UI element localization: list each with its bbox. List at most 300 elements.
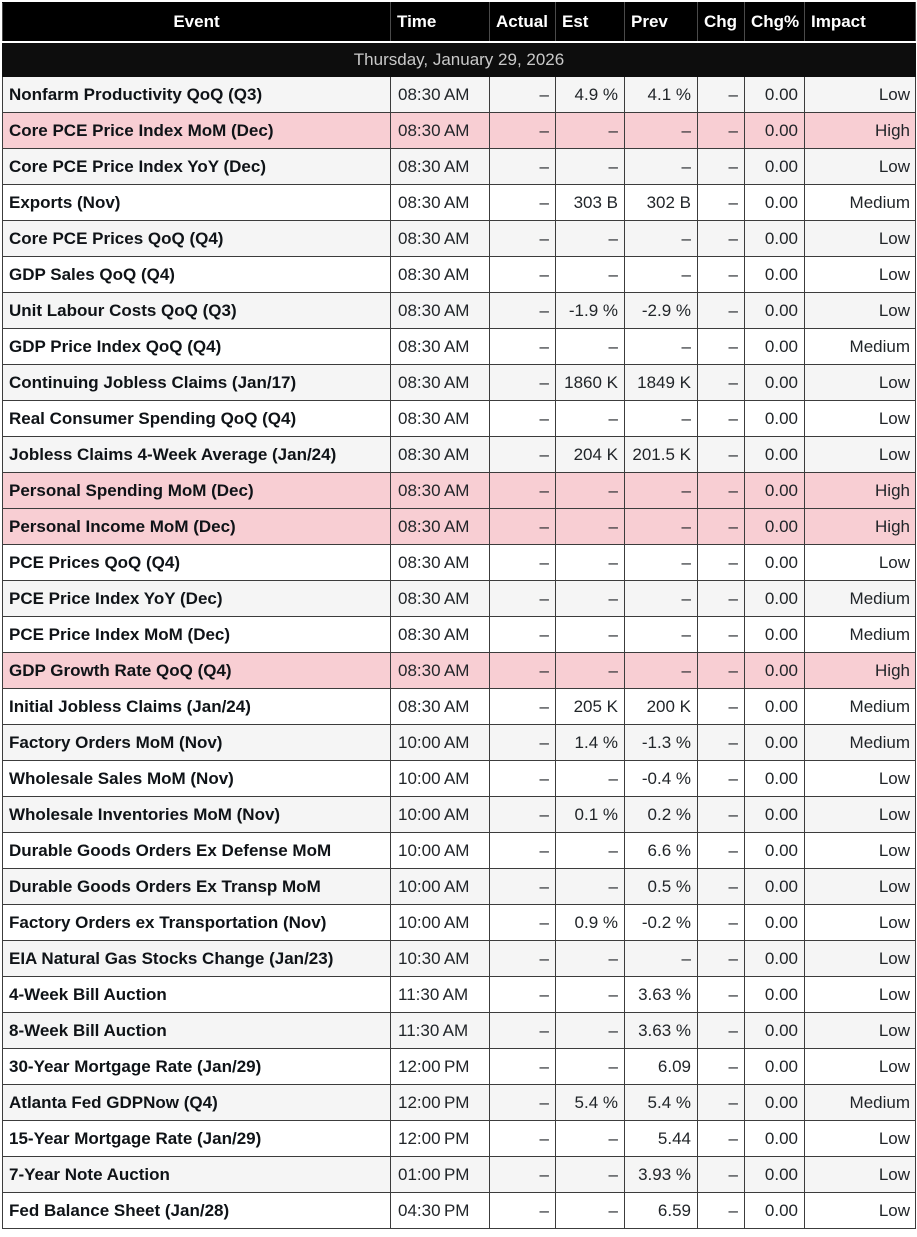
chgpct-cell: 0.00 bbox=[745, 77, 805, 113]
chg-cell: – bbox=[698, 617, 745, 653]
table-row[interactable] bbox=[3, 77, 916, 113]
event-cell: PCE Prices QoQ (Q4) bbox=[3, 545, 391, 581]
event-cell: 30-Year Mortgage Rate (Jan/29) bbox=[3, 1049, 391, 1085]
actual-cell: – bbox=[490, 365, 556, 401]
time-cell: 08:30 AM bbox=[391, 293, 490, 329]
chg-cell: – bbox=[698, 833, 745, 869]
prev-cell: – bbox=[625, 221, 698, 257]
event-cell: GDP Price Index QoQ (Q4) bbox=[3, 329, 391, 365]
event-cell: GDP Growth Rate QoQ (Q4) bbox=[3, 653, 391, 689]
est-cell: – bbox=[556, 329, 625, 365]
chg-cell: – bbox=[698, 257, 745, 293]
event-cell: Wholesale Sales MoM (Nov) bbox=[3, 761, 391, 797]
time-cell: 10:00 AM bbox=[391, 797, 490, 833]
chg-cell: – bbox=[698, 1013, 745, 1049]
prev-cell: – bbox=[625, 941, 698, 977]
prev-cell: -0.4 % bbox=[625, 761, 698, 797]
chg-cell: – bbox=[698, 293, 745, 329]
actual-cell: – bbox=[490, 149, 556, 185]
prev-cell: 5.44 bbox=[625, 1121, 698, 1157]
table-row[interactable] bbox=[3, 977, 916, 1013]
chg-cell: – bbox=[698, 545, 745, 581]
column-header-chgpct: Chg% bbox=[745, 3, 805, 43]
impact-cell: Low bbox=[805, 797, 916, 833]
chg-cell: – bbox=[698, 689, 745, 725]
impact-cell: Low bbox=[805, 761, 916, 797]
prev-cell: -2.9 % bbox=[625, 293, 698, 329]
chg-cell: – bbox=[698, 869, 745, 905]
impact-cell: Low bbox=[805, 365, 916, 401]
actual-cell: – bbox=[490, 761, 556, 797]
chg-cell: – bbox=[698, 149, 745, 185]
actual-cell: – bbox=[490, 545, 556, 581]
impact-cell: Low bbox=[805, 905, 916, 941]
prev-cell: – bbox=[625, 329, 698, 365]
est-cell: 5.4 % bbox=[556, 1085, 625, 1121]
impact-cell: Low bbox=[805, 221, 916, 257]
event-cell: PCE Price Index MoM (Dec) bbox=[3, 617, 391, 653]
column-header-event: Event bbox=[3, 3, 391, 43]
event-cell: Fed Balance Sheet (Jan/28) bbox=[3, 1193, 391, 1229]
time-cell: 10:00 AM bbox=[391, 905, 490, 941]
chg-cell: – bbox=[698, 401, 745, 437]
time-cell: 08:30 AM bbox=[391, 77, 490, 113]
event-cell: Core PCE Price Index MoM (Dec) bbox=[3, 113, 391, 149]
time-cell: 08:30 AM bbox=[391, 437, 490, 473]
time-cell: 08:30 AM bbox=[391, 545, 490, 581]
est-cell: – bbox=[556, 257, 625, 293]
actual-cell: – bbox=[490, 1013, 556, 1049]
chgpct-cell: 0.00 bbox=[745, 941, 805, 977]
impact-cell: High bbox=[805, 113, 916, 149]
est-cell: – bbox=[556, 221, 625, 257]
column-header-impact: Impact bbox=[805, 3, 916, 43]
chgpct-cell: 0.00 bbox=[745, 617, 805, 653]
est-cell: – bbox=[556, 473, 625, 509]
chgpct-cell: 0.00 bbox=[745, 1085, 805, 1121]
est-cell: – bbox=[556, 1049, 625, 1085]
time-cell: 04:30 PM bbox=[391, 1193, 490, 1229]
impact-cell: Low bbox=[805, 545, 916, 581]
date-header: Thursday, January 29, 2026 bbox=[3, 42, 916, 77]
prev-cell: 3.63 % bbox=[625, 977, 698, 1013]
impact-cell: Medium bbox=[805, 1085, 916, 1121]
chg-cell: – bbox=[698, 1085, 745, 1121]
time-cell: 01:00 PM bbox=[391, 1157, 490, 1193]
event-cell: Core PCE Price Index YoY (Dec) bbox=[3, 149, 391, 185]
table-row[interactable] bbox=[3, 509, 916, 545]
impact-cell: High bbox=[805, 653, 916, 689]
economic-calendar-table bbox=[2, 2, 916, 1229]
est-cell: 0.9 % bbox=[556, 905, 625, 941]
event-cell: Core PCE Prices QoQ (Q4) bbox=[3, 221, 391, 257]
impact-cell: Low bbox=[805, 293, 916, 329]
actual-cell: – bbox=[490, 905, 556, 941]
table-row[interactable] bbox=[3, 1049, 916, 1085]
prev-cell: – bbox=[625, 257, 698, 293]
prev-cell: – bbox=[625, 545, 698, 581]
table-row[interactable] bbox=[3, 1013, 916, 1049]
event-cell: Personal Income MoM (Dec) bbox=[3, 509, 391, 545]
impact-cell: Low bbox=[805, 1121, 916, 1157]
est-cell: – bbox=[556, 833, 625, 869]
chg-cell: – bbox=[698, 77, 745, 113]
table-row[interactable] bbox=[3, 437, 916, 473]
time-cell: 08:30 AM bbox=[391, 365, 490, 401]
chgpct-cell: 0.00 bbox=[745, 545, 805, 581]
chg-cell: – bbox=[698, 653, 745, 689]
est-cell: 1.4 % bbox=[556, 725, 625, 761]
chgpct-cell: 0.00 bbox=[745, 1049, 805, 1085]
actual-cell: – bbox=[490, 797, 556, 833]
est-cell: – bbox=[556, 149, 625, 185]
chgpct-cell: 0.00 bbox=[745, 905, 805, 941]
table-row[interactable] bbox=[3, 653, 916, 689]
actual-cell: – bbox=[490, 617, 556, 653]
actual-cell: – bbox=[490, 509, 556, 545]
est-cell: -1.9 % bbox=[556, 293, 625, 329]
chg-cell: – bbox=[698, 509, 745, 545]
impact-cell: Low bbox=[805, 77, 916, 113]
prev-cell: 3.63 % bbox=[625, 1013, 698, 1049]
table-row[interactable] bbox=[3, 257, 916, 293]
actual-cell: – bbox=[490, 1193, 556, 1229]
est-cell: 205 K bbox=[556, 689, 625, 725]
impact-cell: Medium bbox=[805, 185, 916, 221]
event-cell: Continuing Jobless Claims (Jan/17) bbox=[3, 365, 391, 401]
prev-cell: 0.5 % bbox=[625, 869, 698, 905]
time-cell: 08:30 AM bbox=[391, 221, 490, 257]
table-row[interactable] bbox=[3, 473, 916, 509]
chgpct-cell: 0.00 bbox=[745, 689, 805, 725]
table-row[interactable] bbox=[3, 761, 916, 797]
time-cell: 08:30 AM bbox=[391, 653, 490, 689]
time-cell: 10:00 AM bbox=[391, 761, 490, 797]
actual-cell: – bbox=[490, 257, 556, 293]
event-cell: 7-Year Note Auction bbox=[3, 1157, 391, 1193]
impact-cell: Medium bbox=[805, 617, 916, 653]
est-cell: 4.9 % bbox=[556, 77, 625, 113]
impact-cell: Medium bbox=[805, 689, 916, 725]
chgpct-cell: 0.00 bbox=[745, 977, 805, 1013]
table-row[interactable] bbox=[3, 617, 916, 653]
chgpct-cell: 0.00 bbox=[745, 797, 805, 833]
chg-cell: – bbox=[698, 941, 745, 977]
chg-cell: – bbox=[698, 1049, 745, 1085]
table-row[interactable] bbox=[3, 869, 916, 905]
chgpct-cell: 0.00 bbox=[745, 257, 805, 293]
chgpct-cell: 0.00 bbox=[745, 509, 805, 545]
table-row[interactable] bbox=[3, 293, 916, 329]
prev-cell: – bbox=[625, 473, 698, 509]
est-cell: – bbox=[556, 1157, 625, 1193]
prev-cell: -1.3 % bbox=[625, 725, 698, 761]
event-cell: Nonfarm Productivity QoQ (Q3) bbox=[3, 77, 391, 113]
column-header-est: Est bbox=[556, 3, 625, 43]
est-cell: – bbox=[556, 869, 625, 905]
actual-cell: – bbox=[490, 401, 556, 437]
event-cell: Real Consumer Spending QoQ (Q4) bbox=[3, 401, 391, 437]
est-cell: – bbox=[556, 653, 625, 689]
time-cell: 08:30 AM bbox=[391, 113, 490, 149]
table-row[interactable] bbox=[3, 797, 916, 833]
actual-cell: – bbox=[490, 113, 556, 149]
impact-cell: Low bbox=[805, 941, 916, 977]
date-header-row bbox=[3, 42, 916, 77]
time-cell: 10:00 AM bbox=[391, 725, 490, 761]
chgpct-cell: 0.00 bbox=[745, 1121, 805, 1157]
column-header-actual: Actual bbox=[490, 3, 556, 43]
chgpct-cell: 0.00 bbox=[745, 869, 805, 905]
prev-cell: 1849 K bbox=[625, 365, 698, 401]
time-cell: 08:30 AM bbox=[391, 509, 490, 545]
event-cell: Jobless Claims 4-Week Average (Jan/24) bbox=[3, 437, 391, 473]
chgpct-cell: 0.00 bbox=[745, 1193, 805, 1229]
table-row[interactable] bbox=[3, 329, 916, 365]
impact-cell: High bbox=[805, 509, 916, 545]
event-cell: Personal Spending MoM (Dec) bbox=[3, 473, 391, 509]
time-cell: 10:00 AM bbox=[391, 869, 490, 905]
est-cell: 303 B bbox=[556, 185, 625, 221]
table-row[interactable] bbox=[3, 113, 916, 149]
impact-cell: Low bbox=[805, 437, 916, 473]
event-cell: 4-Week Bill Auction bbox=[3, 977, 391, 1013]
event-cell: 8-Week Bill Auction bbox=[3, 1013, 391, 1049]
prev-cell: – bbox=[625, 617, 698, 653]
chgpct-cell: 0.00 bbox=[745, 653, 805, 689]
actual-cell: – bbox=[490, 725, 556, 761]
chgpct-cell: 0.00 bbox=[745, 113, 805, 149]
table-row[interactable] bbox=[3, 905, 916, 941]
chgpct-cell: 0.00 bbox=[745, 1013, 805, 1049]
chgpct-cell: 0.00 bbox=[745, 473, 805, 509]
prev-cell: 4.1 % bbox=[625, 77, 698, 113]
time-cell: 08:30 AM bbox=[391, 149, 490, 185]
est-cell: – bbox=[556, 977, 625, 1013]
chgpct-cell: 0.00 bbox=[745, 221, 805, 257]
event-cell: Atlanta Fed GDPNow (Q4) bbox=[3, 1085, 391, 1121]
prev-cell: – bbox=[625, 113, 698, 149]
chg-cell: – bbox=[698, 977, 745, 1013]
actual-cell: – bbox=[490, 437, 556, 473]
est-cell: – bbox=[556, 1193, 625, 1229]
column-header-prev: Prev bbox=[625, 3, 698, 43]
time-cell: 08:30 AM bbox=[391, 329, 490, 365]
chg-cell: – bbox=[698, 725, 745, 761]
prev-cell: 6.6 % bbox=[625, 833, 698, 869]
prev-cell: – bbox=[625, 509, 698, 545]
table-row[interactable] bbox=[3, 725, 916, 761]
actual-cell: – bbox=[490, 185, 556, 221]
est-cell: 1860 K bbox=[556, 365, 625, 401]
impact-cell: Low bbox=[805, 401, 916, 437]
event-cell: Factory Orders ex Transportation (Nov) bbox=[3, 905, 391, 941]
actual-cell: – bbox=[490, 977, 556, 1013]
event-cell: EIA Natural Gas Stocks Change (Jan/23) bbox=[3, 941, 391, 977]
table-row[interactable] bbox=[3, 581, 916, 617]
chg-cell: – bbox=[698, 1121, 745, 1157]
actual-cell: – bbox=[490, 581, 556, 617]
actual-cell: – bbox=[490, 653, 556, 689]
est-cell: – bbox=[556, 581, 625, 617]
prev-cell: 200 K bbox=[625, 689, 698, 725]
table-row[interactable] bbox=[3, 689, 916, 725]
impact-cell: Medium bbox=[805, 329, 916, 365]
chg-cell: – bbox=[698, 329, 745, 365]
impact-cell: Low bbox=[805, 1013, 916, 1049]
chgpct-cell: 0.00 bbox=[745, 437, 805, 473]
event-cell: GDP Sales QoQ (Q4) bbox=[3, 257, 391, 293]
table-row[interactable] bbox=[3, 1193, 916, 1229]
prev-cell: 0.2 % bbox=[625, 797, 698, 833]
time-cell: 08:30 AM bbox=[391, 473, 490, 509]
actual-cell: – bbox=[490, 1085, 556, 1121]
event-cell: Initial Jobless Claims (Jan/24) bbox=[3, 689, 391, 725]
impact-cell: Low bbox=[805, 1049, 916, 1085]
prev-cell: 201.5 K bbox=[625, 437, 698, 473]
table-row[interactable] bbox=[3, 545, 916, 581]
time-cell: 08:30 AM bbox=[391, 257, 490, 293]
impact-cell: Low bbox=[805, 977, 916, 1013]
actual-cell: – bbox=[490, 221, 556, 257]
time-cell: 08:30 AM bbox=[391, 185, 490, 221]
chg-cell: – bbox=[698, 905, 745, 941]
prev-cell: – bbox=[625, 149, 698, 185]
actual-cell: – bbox=[490, 473, 556, 509]
chgpct-cell: 0.00 bbox=[745, 149, 805, 185]
est-cell: – bbox=[556, 1121, 625, 1157]
est-cell: – bbox=[556, 1013, 625, 1049]
prev-cell: – bbox=[625, 401, 698, 437]
time-cell: 08:30 AM bbox=[391, 581, 490, 617]
table-row[interactable] bbox=[3, 1157, 916, 1193]
table-row[interactable] bbox=[3, 1085, 916, 1121]
est-cell: – bbox=[556, 113, 625, 149]
est-cell: – bbox=[556, 545, 625, 581]
chgpct-cell: 0.00 bbox=[745, 329, 805, 365]
prev-cell: – bbox=[625, 653, 698, 689]
prev-cell: 6.59 bbox=[625, 1193, 698, 1229]
chgpct-cell: 0.00 bbox=[745, 725, 805, 761]
chgpct-cell: 0.00 bbox=[745, 365, 805, 401]
actual-cell: – bbox=[490, 833, 556, 869]
impact-cell: Medium bbox=[805, 725, 916, 761]
actual-cell: – bbox=[490, 1049, 556, 1085]
time-cell: 12:00 PM bbox=[391, 1049, 490, 1085]
est-cell: – bbox=[556, 401, 625, 437]
chg-cell: – bbox=[698, 761, 745, 797]
actual-cell: – bbox=[490, 1121, 556, 1157]
chgpct-cell: 0.00 bbox=[745, 761, 805, 797]
time-cell: 08:30 AM bbox=[391, 617, 490, 653]
time-cell: 10:00 AM bbox=[391, 833, 490, 869]
prev-cell: -0.2 % bbox=[625, 905, 698, 941]
chgpct-cell: 0.00 bbox=[745, 1157, 805, 1193]
event-cell: Durable Goods Orders Ex Defense MoM bbox=[3, 833, 391, 869]
time-cell: 11:30 AM bbox=[391, 1013, 490, 1049]
chg-cell: – bbox=[698, 221, 745, 257]
impact-cell: Low bbox=[805, 869, 916, 905]
prev-cell: – bbox=[625, 581, 698, 617]
event-cell: Exports (Nov) bbox=[3, 185, 391, 221]
time-cell: 12:00 PM bbox=[391, 1085, 490, 1121]
event-cell: Durable Goods Orders Ex Transp MoM bbox=[3, 869, 391, 905]
chg-cell: – bbox=[698, 797, 745, 833]
column-header-row bbox=[3, 3, 916, 43]
prev-cell: 3.93 % bbox=[625, 1157, 698, 1193]
impact-cell: Low bbox=[805, 257, 916, 293]
time-cell: 12:00 PM bbox=[391, 1121, 490, 1157]
impact-cell: Low bbox=[805, 1193, 916, 1229]
chgpct-cell: 0.00 bbox=[745, 185, 805, 221]
chg-cell: – bbox=[698, 1193, 745, 1229]
impact-cell: Low bbox=[805, 833, 916, 869]
chg-cell: – bbox=[698, 437, 745, 473]
table-row[interactable] bbox=[3, 833, 916, 869]
chg-cell: – bbox=[698, 473, 745, 509]
chgpct-cell: 0.00 bbox=[745, 401, 805, 437]
table-row[interactable] bbox=[3, 365, 916, 401]
time-cell: 11:30 AM bbox=[391, 977, 490, 1013]
chg-cell: – bbox=[698, 1157, 745, 1193]
time-cell: 08:30 AM bbox=[391, 689, 490, 725]
impact-cell: High bbox=[805, 473, 916, 509]
prev-cell: 5.4 % bbox=[625, 1085, 698, 1121]
event-cell: Unit Labour Costs QoQ (Q3) bbox=[3, 293, 391, 329]
table-row[interactable] bbox=[3, 221, 916, 257]
est-cell: – bbox=[556, 617, 625, 653]
chg-cell: – bbox=[698, 581, 745, 617]
actual-cell: – bbox=[490, 293, 556, 329]
chgpct-cell: 0.00 bbox=[745, 833, 805, 869]
column-header-chg: Chg bbox=[698, 3, 745, 43]
impact-cell: Low bbox=[805, 1157, 916, 1193]
event-cell: Wholesale Inventories MoM (Nov) bbox=[3, 797, 391, 833]
chg-cell: – bbox=[698, 113, 745, 149]
time-cell: 10:30 AM bbox=[391, 941, 490, 977]
actual-cell: – bbox=[490, 77, 556, 113]
est-cell: – bbox=[556, 941, 625, 977]
table-row[interactable] bbox=[3, 941, 916, 977]
chgpct-cell: 0.00 bbox=[745, 293, 805, 329]
actual-cell: – bbox=[490, 689, 556, 725]
event-cell: PCE Price Index YoY (Dec) bbox=[3, 581, 391, 617]
impact-cell: Medium bbox=[805, 581, 916, 617]
actual-cell: – bbox=[490, 1157, 556, 1193]
table-row[interactable] bbox=[3, 401, 916, 437]
prev-cell: 302 B bbox=[625, 185, 698, 221]
actual-cell: – bbox=[490, 329, 556, 365]
est-cell: – bbox=[556, 761, 625, 797]
chg-cell: – bbox=[698, 365, 745, 401]
table-row[interactable] bbox=[3, 149, 916, 185]
prev-cell: 6.09 bbox=[625, 1049, 698, 1085]
est-cell: 204 K bbox=[556, 437, 625, 473]
actual-cell: – bbox=[490, 869, 556, 905]
time-cell: 08:30 AM bbox=[391, 401, 490, 437]
event-cell: 15-Year Mortgage Rate (Jan/29) bbox=[3, 1121, 391, 1157]
est-cell: – bbox=[556, 509, 625, 545]
table-row[interactable] bbox=[3, 185, 916, 221]
actual-cell: – bbox=[490, 941, 556, 977]
event-cell: Factory Orders MoM (Nov) bbox=[3, 725, 391, 761]
column-header-time: Time bbox=[391, 3, 490, 43]
est-cell: 0.1 % bbox=[556, 797, 625, 833]
impact-cell: Low bbox=[805, 149, 916, 185]
chg-cell: – bbox=[698, 185, 745, 221]
table-row[interactable] bbox=[3, 1121, 916, 1157]
chgpct-cell: 0.00 bbox=[745, 581, 805, 617]
